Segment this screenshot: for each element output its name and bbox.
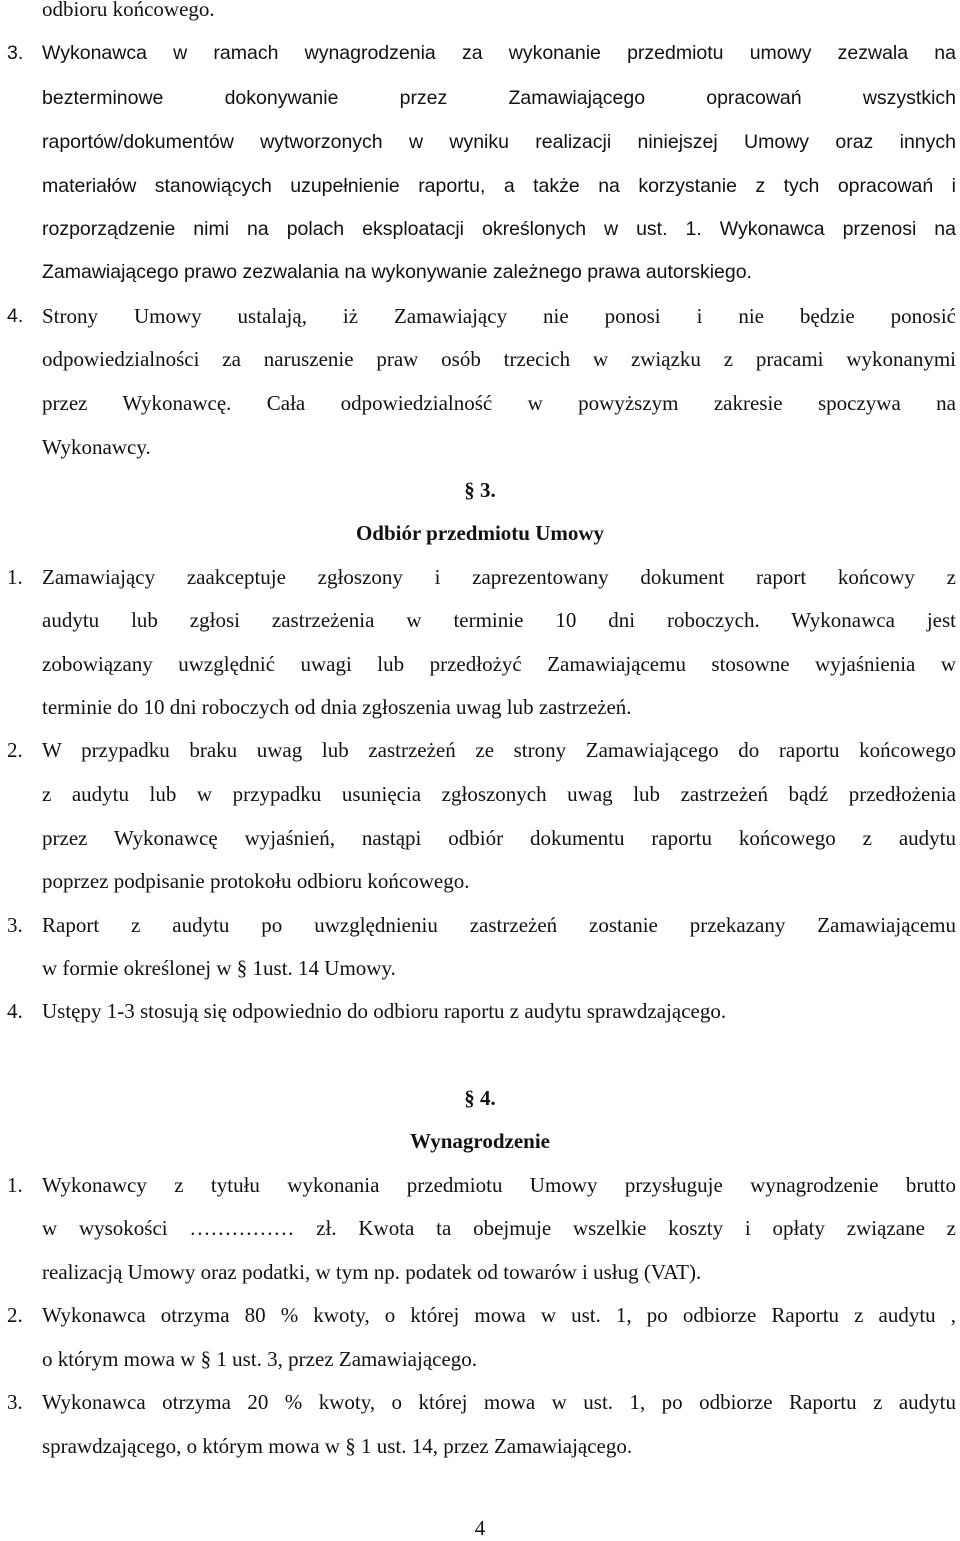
paragraph-line: Wykonawca otrzyma 20 % kwoty, o której mowa w ust. 1, po odbiorze Raportu z audytu [42, 1390, 956, 1414]
paragraph-line: rozporządzenie nimi na polach eksploatacji określonych w ust. 1. Wykonawca przenosi na [42, 218, 956, 240]
continuation-line: odbioru końcowego. [42, 0, 215, 21]
paragraph-line: zobowiązany uwzględnić uwagi lub przedłożyć Zamawiającemu stosowne wyjaśnienia w [42, 652, 956, 676]
paragraph-line: bezterminowe dokonywanie przez Zamawiającego opracowań wszystkich [42, 87, 956, 109]
paragraph-line: o którym mowa w § 1 ust. 3, przez Zamawiającego. [42, 1347, 478, 1371]
section-heading-title: Odbiór przedmiotu Umowy [355, 521, 605, 545]
paragraph-line: Wykonawca otrzyma 80 % kwoty, o której mowa w ust. 1, po odbiorze Raportu z audytu , [42, 1303, 956, 1327]
paragraph-line: w wysokości …………… zł. Kwota ta obejmuje wszelkie koszty i opłaty związane z [42, 1216, 956, 1240]
paragraph-line: Zamawiającego prawo zezwalania na wykonywanie zależnego prawa autorskiego. [42, 261, 752, 283]
paragraph-line: z audytu lub w przypadku usunięcia zgłoszonych uwag lub zastrzeżeń bądź przedłożenia [42, 782, 956, 806]
paragraph-line: Zamawiający zaakceptuje zgłoszony i zaprezentowany dokument raport końcowy z [42, 565, 956, 589]
section-heading-number: § 4. [464, 1086, 496, 1110]
paragraph-line: materiałów stanowiących uzupełnienie raportu, a także na korzystanie z tych opracowań i [42, 175, 956, 197]
paragraph-line: raportów/dokumentów wytworzonych w wyniku realizacji niniejszej Umowy oraz innych [42, 131, 956, 153]
paragraph-line: poprzez podpisanie protokołu odbioru końcowego. [42, 869, 470, 893]
item-number: 3. [7, 42, 24, 64]
paragraph-line: przez Wykonawcę. Cała odpowiedzialność w powyższym zakresie spoczywa na [42, 391, 956, 415]
paragraph-line: Strony Umowy ustalają, iż Zamawiający nie ponosi i nie będzie ponosić [42, 304, 956, 328]
paragraph-line: audytu lub zgłosi zastrzeżenia w terminie 10 dni roboczych. Wykonawca jest [42, 608, 956, 632]
paragraph-line: W przypadku braku uwag lub zastrzeżeń ze strony Zamawiającego do raportu końcowego [42, 738, 956, 762]
section-heading-number: § 3. [464, 478, 496, 502]
paragraph-line: sprawdzającego, o którym mowa w § 1 ust. 14, przez Zamawiającego. [42, 1434, 633, 1458]
item-number: 4. [7, 305, 24, 327]
paragraph-line: Raport z audytu po uwzględnieniu zastrzeżeń zostanie przekazany Zamawiającemu [42, 913, 956, 937]
paragraph-line: przez Wykonawcę wyjaśnień, nastąpi odbiór dokumentu raportu końcowego z audytu [42, 826, 956, 850]
item-number: 1. [7, 1173, 23, 1197]
paragraph-line: odpowiedzialności za naruszenie praw osób trzecich w związku z pracami wykonanymi [42, 347, 956, 371]
paragraph-line: Wykonawca w ramach wynagrodzenia za wykonanie przedmiotu umowy zezwala na [42, 42, 956, 64]
paragraph-line: Ustępy 1-3 stosują się odpowiednio do odbioru raportu z audytu sprawdzającego. [42, 999, 727, 1023]
item-number: 3. [7, 1390, 23, 1414]
item-number: 1. [7, 565, 23, 589]
item-number: 2. [7, 738, 23, 762]
paragraph-line: w formie określonej w § 1ust. 14 Umowy. [42, 956, 396, 980]
item-number: 2. [7, 1303, 23, 1327]
paragraph-line: Wykonawcy. [42, 435, 151, 459]
item-number: 3. [7, 913, 23, 937]
item-number: 4. [7, 999, 23, 1023]
page-number: 4 [474, 1516, 486, 1540]
section-heading-title: Wynagrodzenie [410, 1129, 550, 1153]
paragraph-line: realizacją Umowy oraz podatki, w tym np. podatek od towarów i usług (VAT). [42, 1260, 702, 1284]
paragraph-line: terminie do 10 dni roboczych od dnia zgłoszenia uwag lub zastrzeżeń. [42, 695, 632, 719]
paragraph-line: Wykonawcy z tytułu wykonania przedmiotu Umowy przysługuje wynagrodzenie brutto [42, 1173, 956, 1197]
